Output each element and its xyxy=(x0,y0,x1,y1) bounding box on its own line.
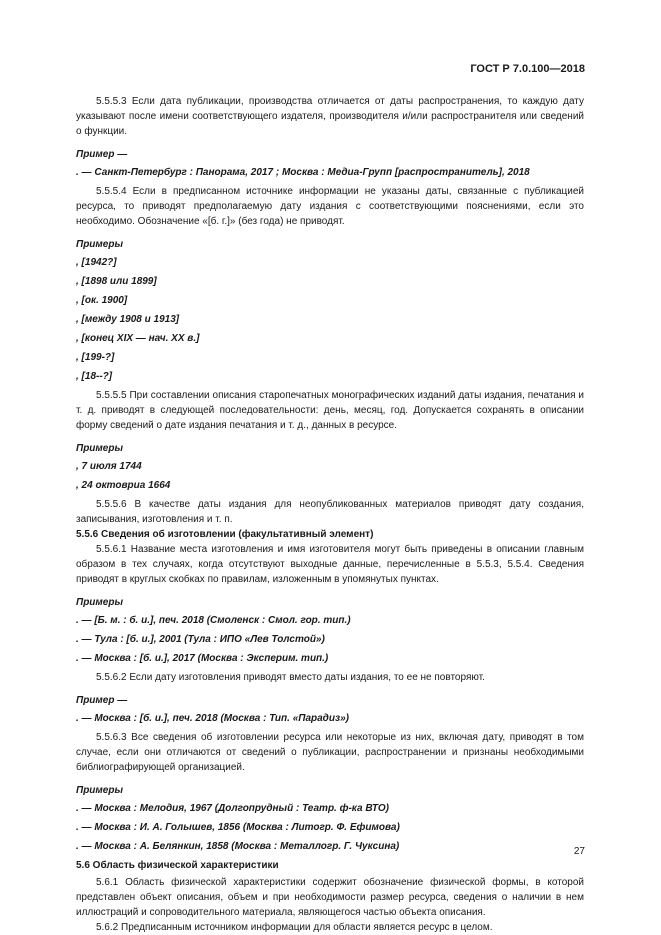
example-item: , 7 июля 1744 xyxy=(76,461,142,472)
examples-label: Примеры xyxy=(76,597,124,608)
paragraph-5-5-5-4: 5.5.5.4 Если в предписанном источнике информации не указаны даты, связанные с публикацией ресурса, то приводят предполагаемую дату издания с соответствующими пояснениями, если это необходимо. Обозначение «[б. г.]» (без года) не приводят. xyxy=(76,186,584,227)
example-item: . — Москва : А. Белянкин, 1858 (Москва : Металлогр. Г. Чуксина) xyxy=(76,841,400,852)
page-header: ГОСТ Р 7.0.100—2018 xyxy=(470,63,585,75)
examples-label: Примеры xyxy=(76,785,124,796)
section-heading-5-5-6: 5.5.6 Сведения об изготовлении (факультативный элемент) xyxy=(76,529,374,540)
example-item: . — Москва : И. А. Голышев, 1856 (Москва : Литогр. Ф. Ефимова) xyxy=(76,822,400,833)
paragraph-5-5-5-6: 5.5.5.6 В качестве даты издания для неопубликованных материалов приводят дату создания, записывания, изготовления и т. п. xyxy=(76,499,584,525)
examples-label: Примеры xyxy=(76,443,124,454)
section-heading-5-6: 5.6 Область физической характеристики xyxy=(76,860,279,871)
example-item: , [ок. 1900] xyxy=(76,295,128,306)
example-item: . — Москва : Мелодия, 1967 (Долгопрудный : Театр. ф-ка ВТО) xyxy=(76,803,389,814)
paragraph-5-5-5-3: 5.5.5.3 Если дата публикации, производства отличается от даты распространения, то каждую дату указывают после имени соответствующего издателя, производителя и/или распространителя или сведений о функции. xyxy=(76,96,584,137)
page-content xyxy=(76,94,584,935)
example-block xyxy=(76,441,584,493)
example-block xyxy=(76,147,584,180)
example-item: . — [Б. м. : б. и.], печ. 2018 (Смоленск : Смол. гор. тип.) xyxy=(76,615,351,626)
example-block xyxy=(76,693,584,726)
paragraph-5-6-1: 5.6.1 Область физической характеристики содержит обозначение физической формы, в которой представлен объект описания, объем и при необходимости размер ресурса, сведения о наличии в нем иллюстраций и сопроводительного материала, являющегося частью объекта описания. xyxy=(76,877,584,918)
example-item: , [между 1908 и 1913] xyxy=(76,314,180,325)
example-item: , [18--?] xyxy=(76,371,113,382)
paragraph-5-5-6-1: 5.5.6.1 Название места изготовления и имя изготовителя могут быть приведены в описании главным образом в тех случаях, когда отсутствуют выходные данные, перечисленные в 5.5.3, 5.5.4. Сведения приводят в круглых скобках по правилам, изложенным в упомянутых пунктах. xyxy=(76,544,584,585)
example-label: Пример — xyxy=(76,149,128,160)
page-number: 27 xyxy=(573,846,585,857)
example-item: , [конец XIX — нач. XX в.] xyxy=(76,333,200,344)
example-label: Пример — xyxy=(76,695,128,706)
example-item: , [1942?] xyxy=(76,257,117,268)
paragraph-5-5-5-5: 5.5.5.5 При составлении описания старопечатных монографических изданий даты издания, печатания и т. д. приводят в следующей последовательности: день, месяц, год. Допускается сохранять в описании форму сведений о дате издания печатания и т. д., данных в ресурсе. xyxy=(76,390,584,431)
example-item: . — Санкт-Петербург : Панорама, 2017 ; Москва : Медиа-Групп [распространитель], 2018 xyxy=(76,167,530,178)
example-item: , 24 октовриа 1664 xyxy=(76,480,171,491)
example-item: . — Москва : [б. и.], 2017 (Москва : Эксперим. тип.) xyxy=(76,653,329,664)
examples-label: Примеры xyxy=(76,239,124,250)
example-block xyxy=(76,783,584,854)
paragraph-5-5-6-3: 5.5.6.3 Все сведения об изготовлении ресурса или некоторые из них, включая дату, приводят в том случае, если они отличаются от сведений о публикации, распространении и признаны необходимыми библиографирующей организацией. xyxy=(76,732,584,773)
example-item: , [199-?] xyxy=(76,352,115,363)
paragraph-5-6-2: 5.6.2 Предписанным источником информации для области является ресурс в целом. xyxy=(96,922,493,933)
paragraph-5-5-6-2: 5.5.6.2 Если дату изготовления приводят вместо даты издания, то ее не повторяют. xyxy=(96,672,485,683)
example-block xyxy=(76,595,584,666)
example-item: . — Тула : [б. и.], 2001 (Тула : ИПО «Лев Толстой») xyxy=(76,634,325,645)
example-item: . — Москва : [б. и.], печ. 2018 (Москва : Тип. «Парадиз») xyxy=(76,713,349,724)
example-item: , [1898 или 1899] xyxy=(76,276,157,287)
example-block xyxy=(76,237,584,384)
